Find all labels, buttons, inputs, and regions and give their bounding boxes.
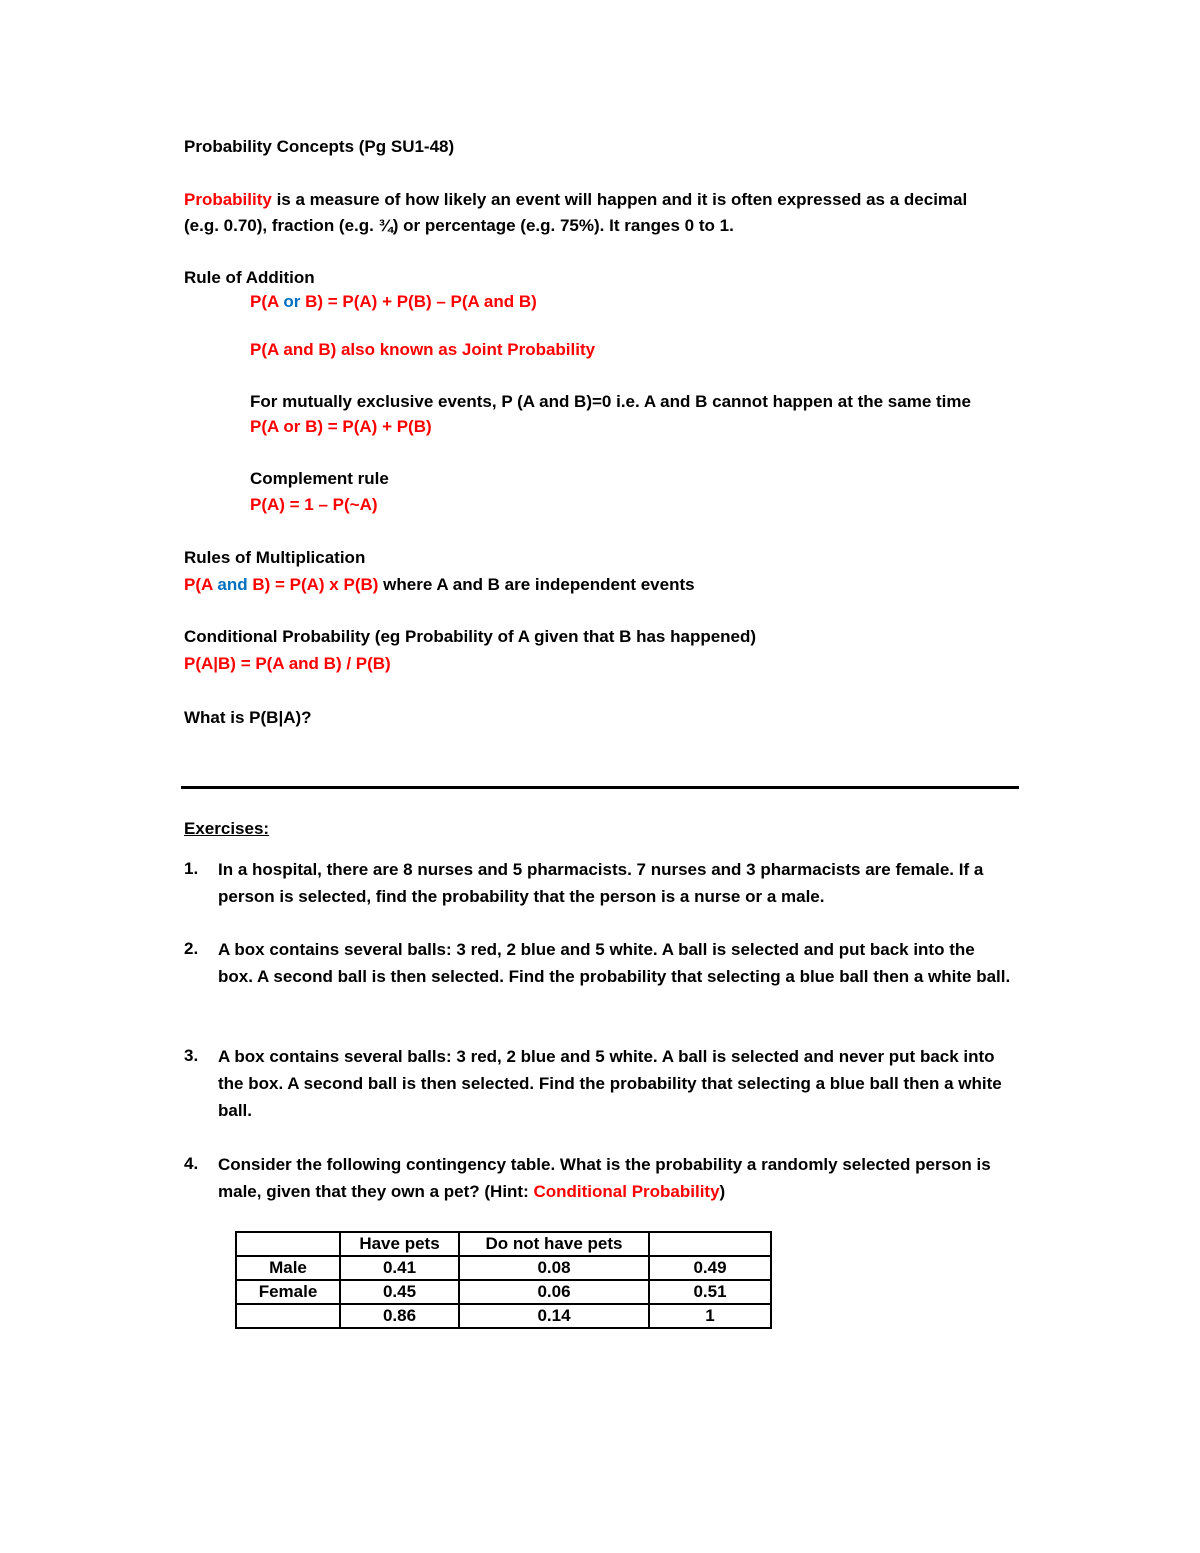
- mutually-exclusive-formula: P(A or B) = P(A) + P(B): [250, 417, 432, 436]
- or-keyword: or: [283, 292, 301, 311]
- table-header-cell: Do not have pets: [459, 1232, 649, 1256]
- table-cell: 0.14: [459, 1304, 649, 1328]
- exercise-text: In a hospital, there are 8 nurses and 5 pharmacists. 7 nurses and 3 pharmacists are female. If a person is selected, find the probability that the person is a nurse or a male.: [218, 860, 984, 906]
- exercise-number: 3.: [184, 1046, 199, 1065]
- joint-probability-note: P(A and B) also known as Joint Probability: [250, 340, 596, 359]
- conditional-question: What is P(B|A)?: [184, 708, 312, 727]
- table-row: [236, 1280, 771, 1304]
- intro-definition: is a measure of how likely an event will happen and it is often expressed as a decimal: [271, 190, 968, 209]
- table-cell: 0.45: [340, 1280, 459, 1304]
- table-header-cell: Have pets: [340, 1232, 459, 1256]
- table-cell: 0.49: [649, 1256, 771, 1280]
- mutually-exclusive-note: For mutually exclusive events, P (A and B)=0 i.e. A and B cannot happen at the same time: [250, 392, 971, 411]
- exercise-text: A box contains several balls: 3 red, 2 blue and 5 white. A ball is selected and never put back into the box. A second ball is then selected. Find the probability that selecting a blue ball then a white ball.: [218, 1047, 1002, 1120]
- intro-line-2: (e.g. 0.70), fraction (e.g. ¾) or percentage (e.g. 75%). It ranges 0 to 1.: [184, 216, 734, 235]
- table-row: [236, 1304, 771, 1328]
- multiplication-formula: P(A and B) = P(A) x P(B) where A and B are independent events: [184, 575, 695, 594]
- table-cell: 0.41: [340, 1256, 459, 1280]
- page-title: Probability Concepts (Pg SU1-48): [184, 137, 455, 156]
- conditional-heading: Conditional Probability (eg Probability of A given that B has happened): [184, 627, 757, 646]
- exercise-text: A box contains several balls: 3 red, 2 blue and 5 white. A ball is selected and put back into the box. A second ball is then selected. Find the probability that selecting a blue ball then a white ball.: [218, 940, 1011, 986]
- table-cell: 1: [649, 1304, 771, 1328]
- addition-formula: P(A or B) = P(A) + P(B) – P(A and B): [250, 292, 537, 311]
- table-header-cell: [236, 1232, 340, 1256]
- table-header-row: [236, 1232, 771, 1256]
- table-cell: 0.86: [340, 1304, 459, 1328]
- exercise-number: 4.: [184, 1154, 199, 1173]
- table-cell: Male: [236, 1256, 340, 1280]
- probability-term: Probability: [184, 190, 272, 209]
- table-cell: 0.51: [649, 1280, 771, 1304]
- and-keyword: and: [217, 575, 248, 594]
- exercise-number: 2.: [184, 939, 199, 958]
- table-cell: 0.06: [459, 1280, 649, 1304]
- complement-heading: Complement rule: [250, 469, 389, 488]
- intro-line-1: [184, 189, 967, 211]
- complement-formula: P(A) = 1 – P(~A): [250, 495, 378, 514]
- multiplication-heading: Rules of Multiplication: [184, 548, 366, 567]
- table-header-cell: [649, 1232, 771, 1256]
- table-cell: [236, 1304, 340, 1328]
- table-cell: Female: [236, 1280, 340, 1304]
- exercises-heading: Exercises:: [184, 819, 270, 838]
- addition-heading: Rule of Addition: [184, 268, 315, 287]
- table-cell: 0.08: [459, 1256, 649, 1280]
- table-row: [236, 1256, 771, 1280]
- exercise-number: 1.: [184, 859, 199, 878]
- conditional-formula: P(A|B) = P(A and B) / P(B): [184, 654, 391, 673]
- section-divider: [181, 786, 1019, 789]
- exercise-text: Consider the following contingency table. What is the probability a randomly selected person is male, given that they own a pet? (Hint: Conditional Probability): [218, 1155, 991, 1201]
- contingency-table: [235, 1231, 772, 1329]
- conditional-hint: Conditional Probability: [533, 1182, 720, 1201]
